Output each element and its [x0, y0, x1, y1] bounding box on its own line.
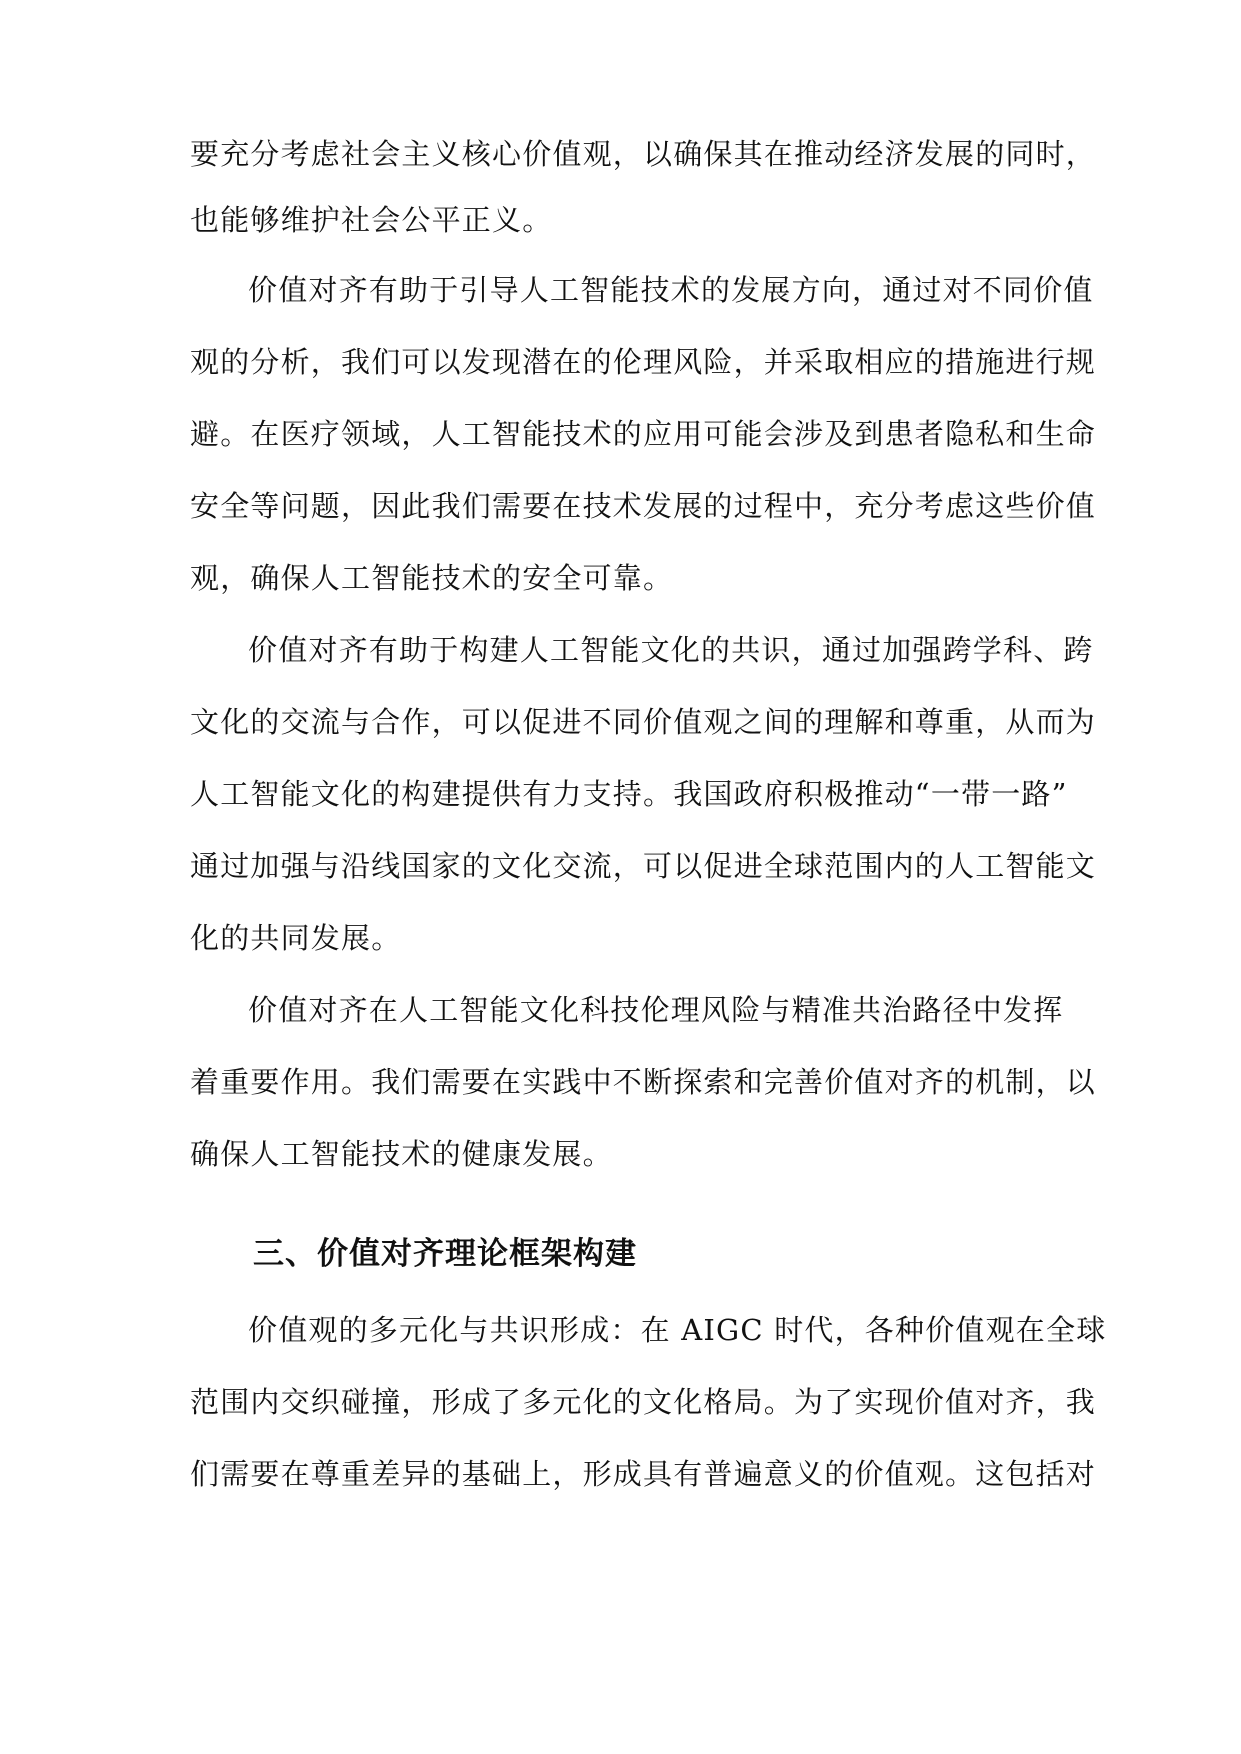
text-line: 也能够维护社会公平正义。	[190, 203, 553, 237]
text-line: 价值对齐有助于引导人工智能技术的发展方向，通过对不同价值	[248, 273, 1094, 307]
text-line: 安全等问题，因此我们需要在技术发展的过程中，充分考虑这些价值	[190, 489, 1097, 523]
text-line: 文化的交流与合作，可以促进不同价值观之间的理解和尊重，从而为	[190, 705, 1097, 739]
text-line: 要充分考虑社会主义核心价值观，以确保其在推动经济发展的同时，	[190, 137, 1097, 171]
section-heading: 三、价值对齐理论框架构建	[253, 1236, 637, 1272]
text-line: 价值对齐在人工智能文化科技伦理风险与精准共治路径中发挥	[248, 993, 1064, 1027]
text-line: 价值对齐有助于构建人工智能文化的共识，通过加强跨学科、跨	[248, 633, 1094, 667]
text-line: 们需要在尊重差异的基础上，形成具有普遍意义的价值观。这包括对	[190, 1457, 1097, 1491]
text-line: 着重要作用。我们需要在实践中不断探索和完善价值对齐的机制，以	[190, 1065, 1097, 1099]
text-line: 通过加强与沿线国家的文化交流，可以促进全球范围内的人工智能文	[190, 849, 1097, 883]
text-line: 价值观的多元化与共识形成：在 AIGC 时代，各种价值观在全球	[248, 1313, 1107, 1347]
text-line: 范围内交织碰撞，形成了多元化的文化格局。为了实现价值对齐，我	[190, 1385, 1097, 1419]
text-line: 人工智能文化的构建提供有力支持。我国政府积极推动“一带一路”	[190, 777, 1068, 811]
text-line: 避。在医疗领域，人工智能技术的应用可能会涉及到患者隐私和生命	[190, 417, 1097, 451]
text-line: 观的分析，我们可以发现潜在的伦理风险，并采取相应的措施进行规	[190, 345, 1097, 379]
text-line: 观，确保人工智能技术的安全可靠。	[190, 561, 674, 595]
text-line: 化的共同发展。	[190, 921, 402, 955]
text-line: 确保人工智能技术的健康发展。	[190, 1137, 613, 1171]
